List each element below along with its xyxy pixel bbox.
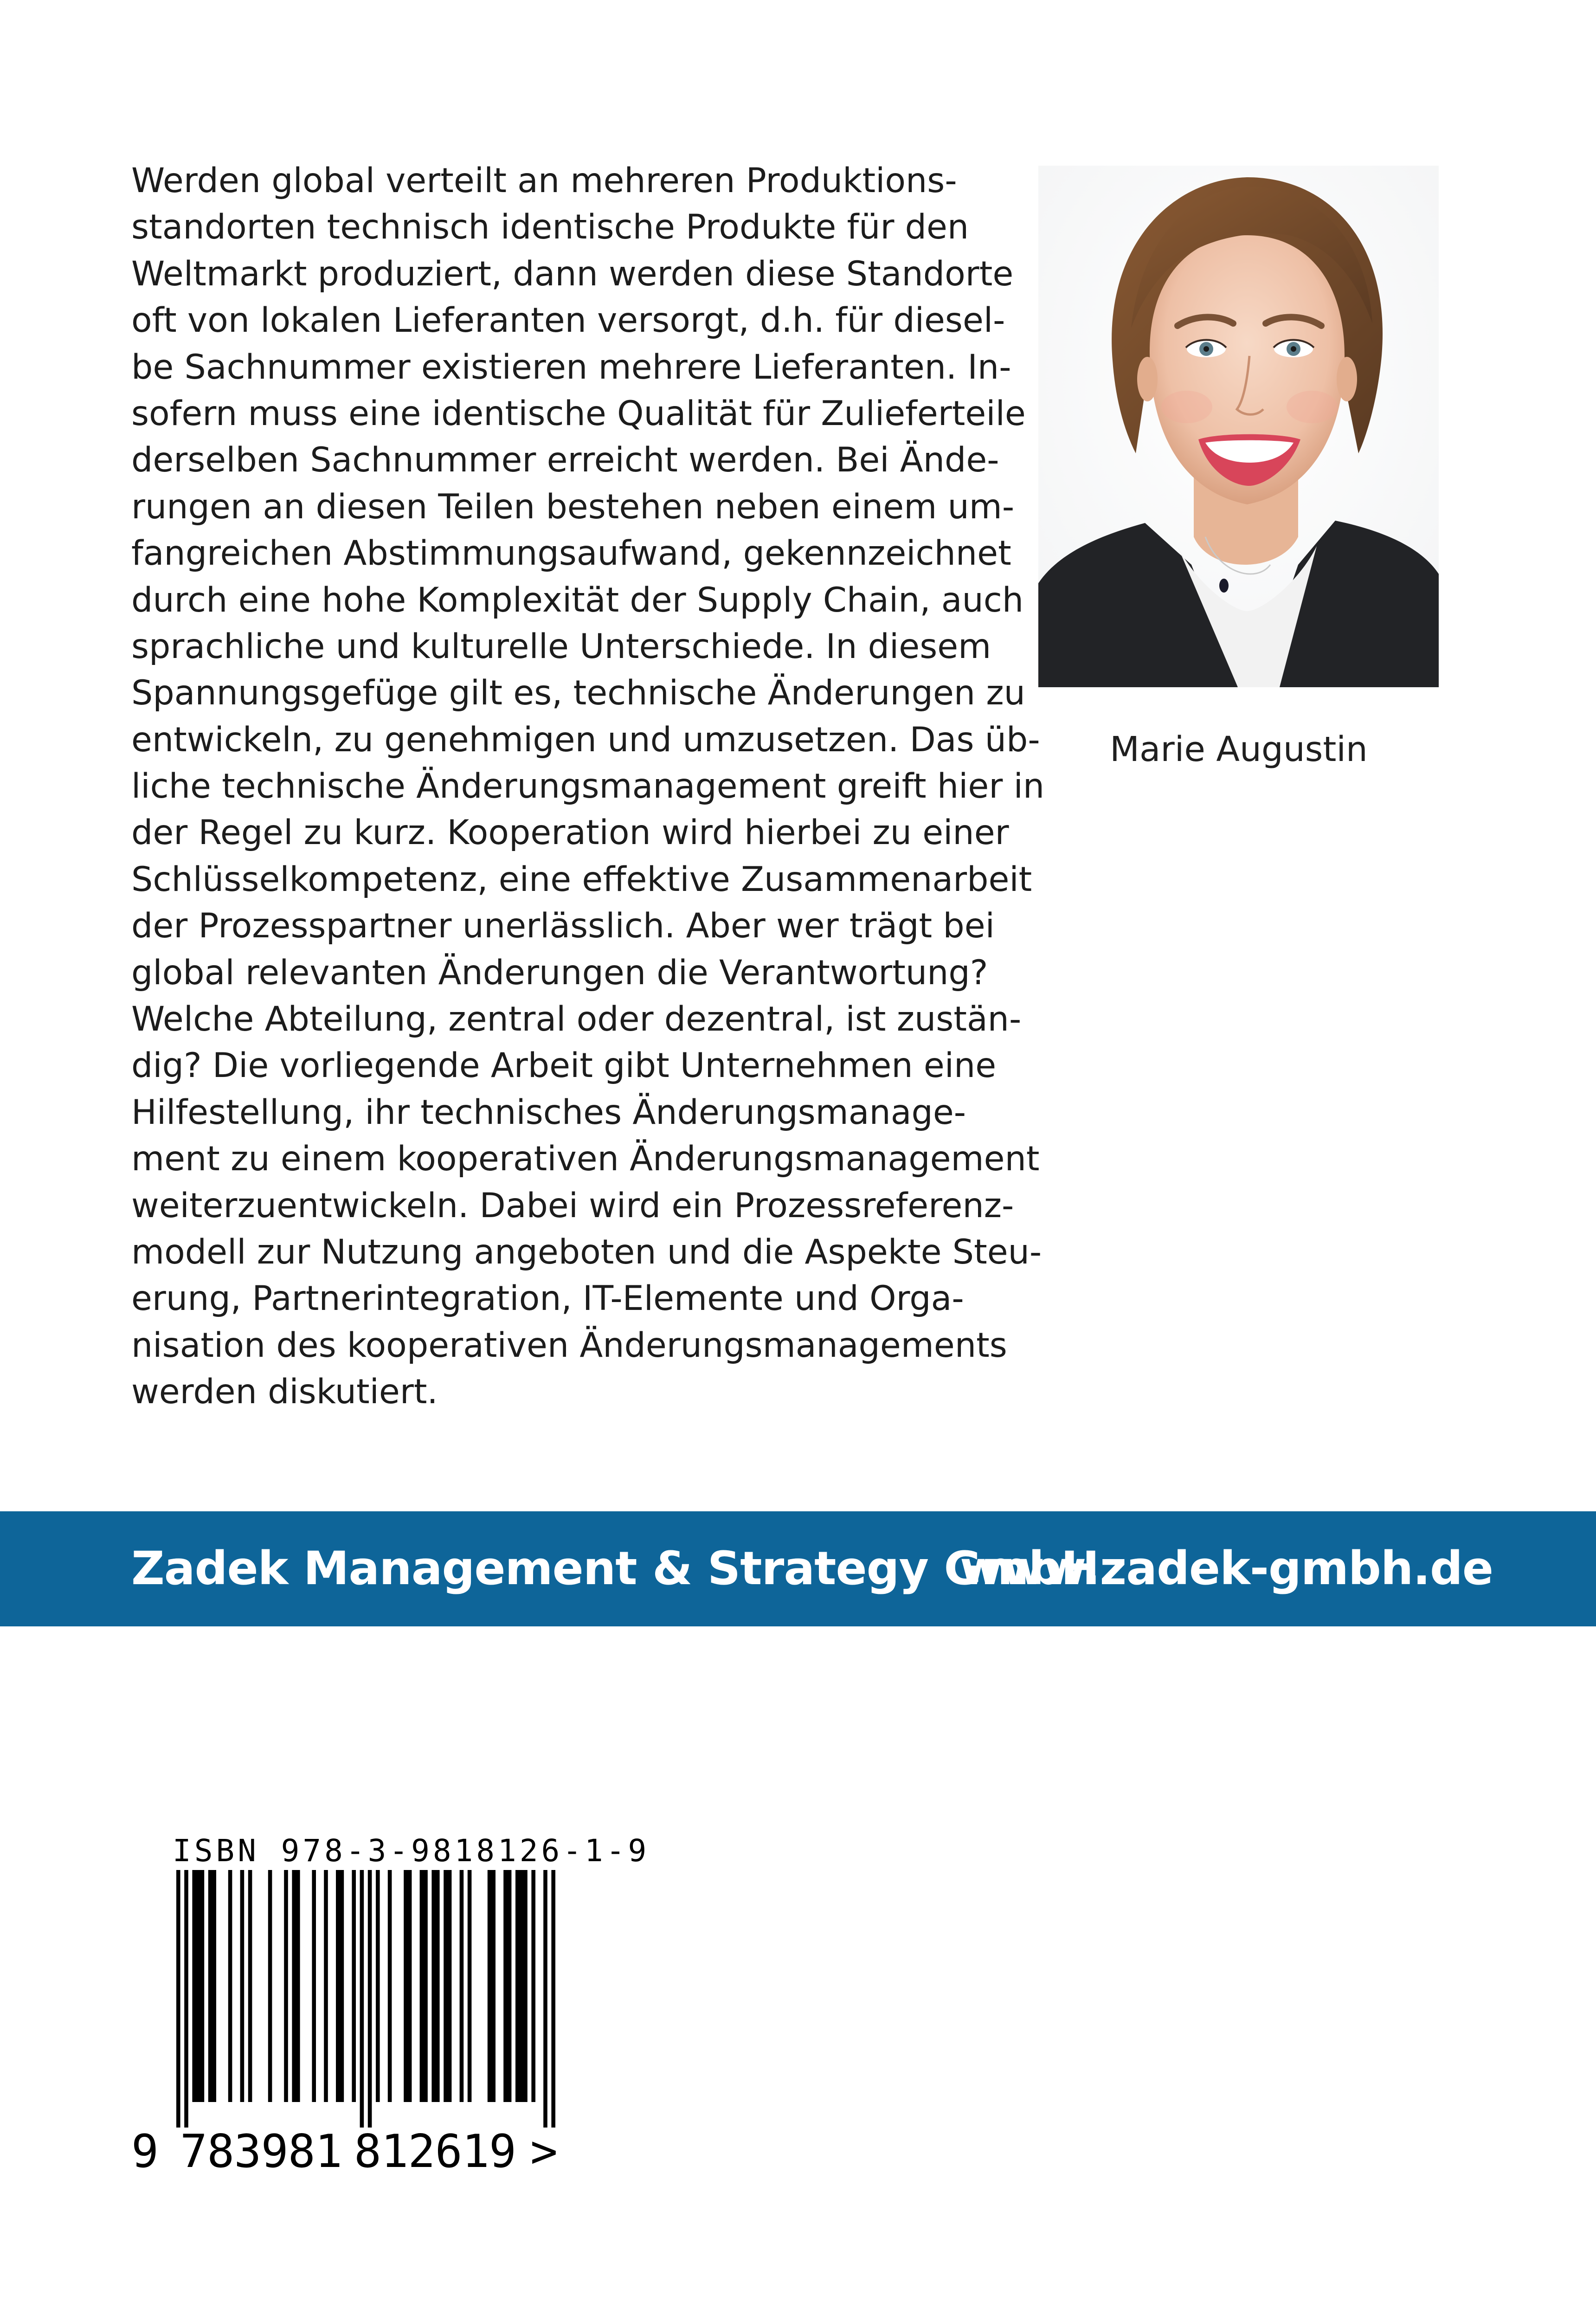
- blurb-line: ment zu einem kooperativen Änderungsmanagement: [131, 1139, 1040, 1179]
- blurb-line: erung, Partnerintegration, IT-Elemente und Orga-: [131, 1279, 964, 1319]
- barcode-bar: [551, 1870, 555, 2128]
- barcode-digits: [131, 2121, 595, 2181]
- barcode-bar: [292, 1870, 300, 2102]
- blurb-line: liche technische Änderungsmanagement greift hier in: [131, 767, 1045, 806]
- barcode-bar: [444, 1870, 451, 2102]
- barcode-bar: [431, 1870, 439, 2102]
- barcode-bar: [503, 1870, 511, 2102]
- blurb-line: nisation des kooperativen Änderungsmanagements: [131, 1325, 1007, 1365]
- barcode-bar: [543, 1870, 547, 2128]
- blurb-line: werden diskutiert.: [131, 1372, 438, 1412]
- barcode-bar: [420, 1870, 428, 2102]
- barcode-lead-digit: 9: [131, 2125, 159, 2178]
- author-name: Marie Augustin: [1110, 729, 1368, 769]
- publisher-name: Zadek Management & Strategy GmbH: [131, 1542, 1099, 1595]
- barcode-digit-group-2: 812619: [354, 2125, 516, 2178]
- blurb-line: be Sachnummer existieren mehrere Lieferanten. In-: [131, 347, 1011, 387]
- blurb-line: Spannungsgefüge gilt es, technische Änderungen zu: [131, 673, 1025, 713]
- barcode-bar: [388, 1870, 392, 2102]
- blurb-line: oft von lokalen Lieferanten versorgt, d.h. für diesel-: [131, 301, 1005, 341]
- barcode-bar: [184, 1870, 188, 2128]
- blurb-line: weiterzuentwickeln. Dabei wird ein Prozessreferenz-: [131, 1186, 1014, 1225]
- isbn-label: ISBN 978-3-9818126-1-9: [173, 1833, 650, 1869]
- blurb-line: global relevanten Änderungen die Verantwortung?: [131, 953, 988, 993]
- barcode-bar: [460, 1870, 464, 2102]
- blurb-line: modell zur Nutzung angeboten und die Aspekte Steu-: [131, 1232, 1042, 1272]
- blurb-line: standorten technisch identische Produkte für den: [131, 207, 969, 247]
- barcode-bar: [324, 1870, 328, 2102]
- barcode-bar: [228, 1870, 232, 2102]
- barcode-bar: [368, 1870, 372, 2128]
- barcode-bar: [376, 1870, 380, 2102]
- barcode-bar: [312, 1870, 316, 2102]
- blurb-line: Werden global verteilt an mehreren Produktions-: [131, 161, 957, 200]
- back-cover-blurb: [131, 158, 1045, 1416]
- barcode-bar: [248, 1870, 252, 2102]
- barcode-quiet-marker: >: [530, 2125, 558, 2178]
- blurb-line: fangreichen Abstimmungsaufwand, gekennzeichnet: [131, 534, 1011, 574]
- blurb-line: der Prozesspartner unerlässlich. Aber wer trägt bei: [131, 906, 995, 946]
- barcode-bar: [488, 1870, 496, 2102]
- barcode-bar: [208, 1870, 216, 2102]
- blurb-line: dig? Die vorliegende Arbeit gibt Unternehmen eine: [131, 1046, 997, 1086]
- blurb-line: sprachliche und kulturelle Unterschiede. In diesem: [131, 626, 991, 666]
- barcode-bar: [284, 1870, 288, 2102]
- barcode-bar: [192, 1870, 204, 2102]
- barcode-bar: [515, 1870, 528, 2102]
- blurb-line: durch eine hohe Komplexität der Supply Chain, auch: [131, 580, 1024, 620]
- barcode-bar: [176, 1870, 180, 2128]
- barcode-bar: [268, 1870, 272, 2102]
- barcode-bar: [336, 1870, 344, 2102]
- blurb-line: der Regel zu kurz. Kooperation wird hierbei zu einer: [131, 813, 1009, 853]
- barcode-digit-group-1: 783981: [180, 2125, 342, 2178]
- isbn-barcode: [176, 1870, 561, 2134]
- publisher-band: [0, 1511, 1596, 1626]
- blurb-line: sofern muss eine identische Qualität für Zulieferteile: [131, 393, 1026, 433]
- barcode-bar: [404, 1870, 412, 2102]
- publisher-website-link[interactable]: www.zadek-gmbh.de: [959, 1542, 1493, 1595]
- blurb-line: Weltmarkt produziert, dann werden diese Standorte: [131, 254, 1014, 294]
- blurb-line: Hilfestellung, ihr technisches Änderungsmanage-: [131, 1092, 966, 1132]
- blurb-line: Schlüsselkompetenz, eine effektive Zusammenarbeit: [131, 859, 1032, 899]
- barcode-bar: [240, 1870, 245, 2102]
- blurb-line: rungen an diesen Teilen bestehen neben einem um-: [131, 487, 1015, 527]
- barcode-bar: [352, 1870, 356, 2102]
- author-photo: [1038, 166, 1439, 687]
- blurb-line: derselben Sachnummer erreicht werden. Bei Ände-: [131, 440, 999, 480]
- blurb-line: entwickeln, zu genehmigen und umzusetzen. Das üb-: [131, 720, 1040, 760]
- barcode-bar: [468, 1870, 472, 2102]
- barcode-bar: [360, 1870, 364, 2128]
- blurb-line: Welche Abteilung, zentral oder dezentral, ist zustän-: [131, 999, 1022, 1039]
- barcode-bar: [531, 1870, 535, 2102]
